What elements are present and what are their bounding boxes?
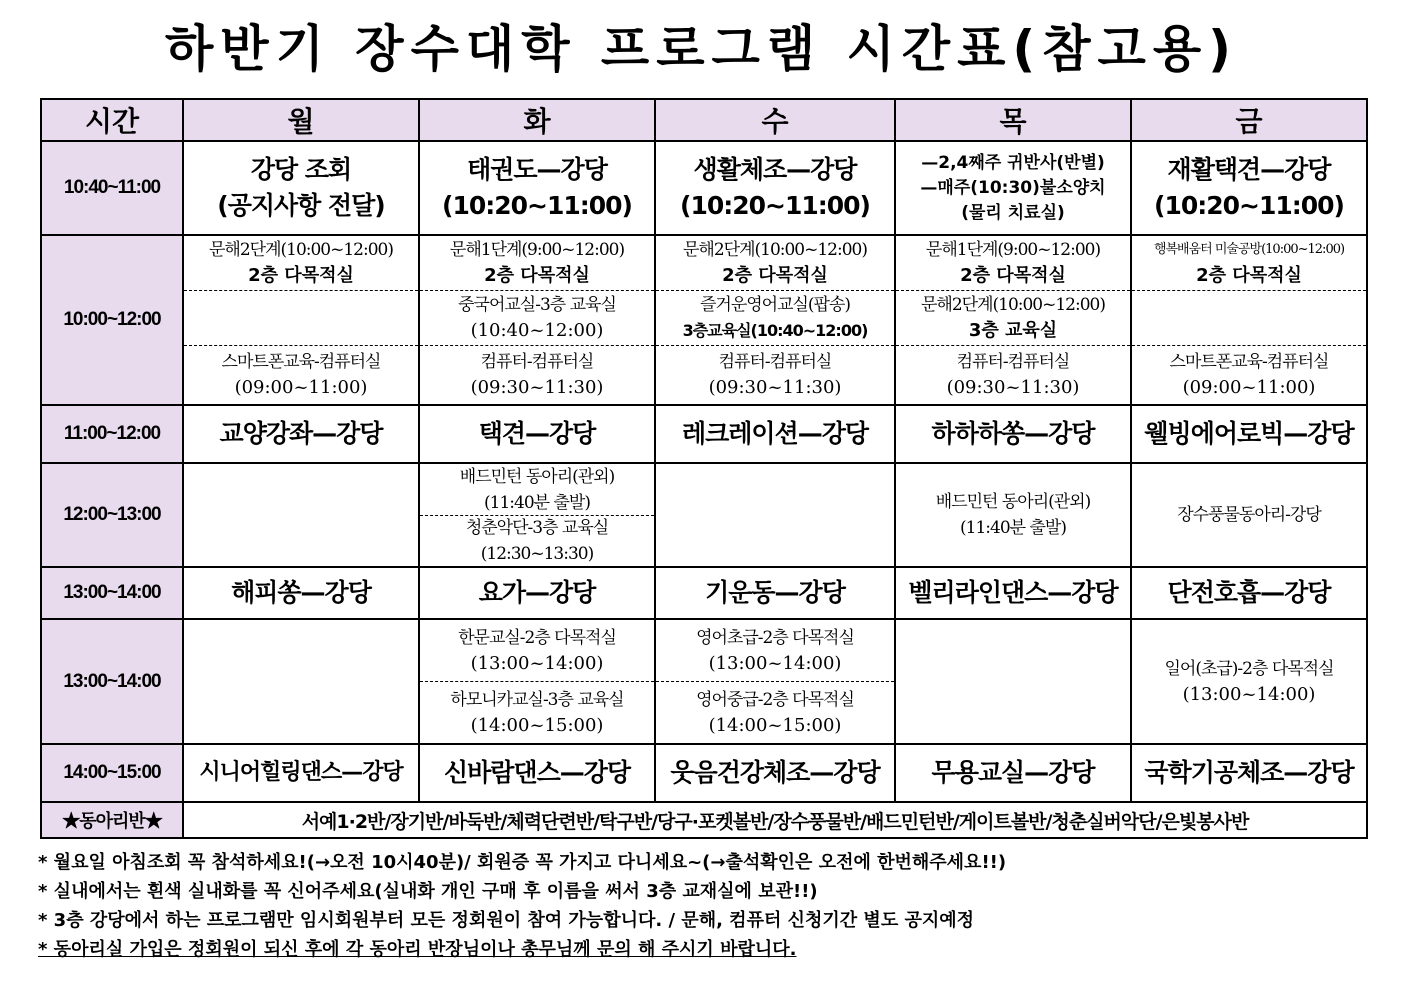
cell-line: 3층 교육실	[968, 320, 1058, 341]
table-row	[41, 235, 1367, 405]
header-row	[41, 99, 1367, 141]
cell-line: 택견—강당	[478, 419, 596, 448]
cell-line: (10:20~11:00)	[442, 191, 632, 220]
schedule-cell	[419, 235, 655, 405]
sub-slot	[896, 236, 1130, 290]
cell-line: (12:30~13:30)	[480, 543, 594, 564]
sub-slot	[656, 345, 894, 404]
cell-line: (13:00~14:00)	[470, 652, 604, 674]
time-cell: 14:00~15:00	[41, 744, 183, 802]
schedule-cell	[183, 405, 419, 463]
notes	[38, 848, 1378, 964]
header-time: 시간	[41, 99, 183, 141]
cell-line: (11:40분 출발)	[484, 492, 590, 513]
header-day-thu: 목	[895, 99, 1131, 141]
schedule-cell	[655, 405, 895, 463]
cell-line: 요가—강당	[478, 578, 596, 607]
cell-line: (09:00~11:00)	[1182, 377, 1316, 398]
cell-line: 영어초급-2층 다목적실	[696, 627, 854, 648]
cell-line: 단전호흡—강당	[1167, 578, 1331, 607]
cell-line: 웰빙에어로빅—강당	[1144, 419, 1354, 448]
cell-line: 신바람댄스—강당	[443, 758, 631, 787]
schedule-cell	[895, 567, 1131, 619]
cell-line: 3층교육실(10:40~12:00)	[682, 321, 868, 340]
cell-line: 문해1단계(9:00~12:00)	[449, 240, 625, 260]
cell-line: 시니어힐링댄스—강당	[199, 760, 403, 785]
schedule-cell	[183, 619, 419, 744]
time-cell: 10:00~12:00	[41, 235, 183, 405]
cell-line: 중국어교실-3층 교육실	[458, 295, 616, 315]
schedule-cell	[655, 235, 895, 405]
cell-line: 기운동—강당	[705, 578, 845, 607]
cell-line: 컴퓨터-컴퓨터실	[956, 352, 1070, 372]
schedule-cell	[895, 235, 1131, 405]
time-cell: 13:00~14:00	[41, 567, 183, 619]
schedule-cell	[895, 405, 1131, 463]
cell-line: (13:00~14:00)	[708, 652, 842, 674]
header-day-fri: 금	[1131, 99, 1367, 141]
sub-slot	[420, 290, 654, 345]
cell-line: 2층 다목적실	[960, 265, 1066, 286]
cell-line: 레크레이션—강당	[681, 419, 869, 448]
header-day-mon: 월	[183, 99, 419, 141]
cell-line: 교양강좌—강당	[219, 419, 383, 448]
cell-line: (11:40분 출발)	[960, 518, 1066, 538]
cell-line: 청춘악단-3층 교육실	[465, 517, 609, 538]
cell-line: (14:00~15:00)	[708, 714, 842, 736]
time-cell: 10:40~11:00	[41, 141, 183, 235]
table-row	[41, 141, 1367, 235]
table-row	[41, 619, 1367, 744]
cell-line: —2,4째주 귀반사(반별)	[921, 152, 1105, 173]
schedule-table	[40, 98, 1368, 839]
table-row	[41, 463, 1367, 567]
cell-line: 스마트폰교육-컴퓨터실	[221, 352, 381, 372]
note-item: * 실내에서는 흰색 실내화를 꼭 신어주세요(실내화 개인 구매 후 이름을 써서 3층 교재실에 보관!!)	[38, 881, 818, 902]
sub-slot	[420, 620, 654, 681]
schedule-cell	[183, 235, 419, 405]
note-item: * 3층 강당에서 하는 프로그램만 임시회원부터 모든 정회원이 참여 가능합니다. / 문해, 컴퓨터 신청기간 별도 공지예정	[38, 910, 975, 931]
sub-slot	[420, 345, 654, 404]
sub-slot	[420, 236, 654, 290]
schedule-cell	[895, 463, 1131, 567]
cell-line: 컴퓨터-컴퓨터실	[480, 352, 594, 372]
cell-line: 국학기공체조—강당	[1144, 758, 1354, 787]
cell-line: (물리 치료실)	[961, 202, 1065, 223]
cell-line: (공지사항 전달)	[217, 191, 385, 220]
cell-line: 컴퓨터-컴퓨터실	[718, 352, 832, 372]
sub-slot	[656, 290, 894, 345]
schedule-cell	[419, 141, 655, 235]
schedule-cell	[1131, 619, 1367, 744]
cell-line: 하하하쏭—강당	[931, 419, 1095, 448]
table-row	[41, 744, 1367, 802]
cell-line: (09:30~11:30)	[708, 377, 842, 398]
schedule-cell	[1131, 405, 1367, 463]
cell-line: 웃음건강체조—강당	[670, 758, 880, 787]
schedule-cell	[419, 619, 655, 744]
schedule-cell	[655, 463, 895, 567]
schedule-cell	[419, 405, 655, 463]
cell-line: 즐거운영어교실(팝송)	[699, 295, 851, 315]
sub-slot	[896, 290, 1130, 345]
cell-line: 행복배움터 미술공방(10:00~12:00)	[1153, 242, 1345, 257]
sub-slot	[420, 515, 654, 566]
cell-line: (14:00~15:00)	[470, 714, 604, 736]
cell-line: 하모니카교실-3층 교육실	[450, 689, 624, 710]
sub-slot	[896, 345, 1130, 404]
cell-line: (09:00~11:00)	[234, 377, 368, 398]
sub-slot	[184, 290, 418, 345]
sub-slot	[656, 236, 894, 290]
time-cell: 13:00~14:00	[41, 619, 183, 744]
sub-slot	[184, 236, 418, 290]
sub-slot	[1132, 236, 1366, 290]
schedule-cell	[1131, 744, 1367, 802]
schedule-cell	[1131, 567, 1367, 619]
cell-line: 벨리라인댄스—강당	[908, 578, 1118, 607]
clubs-list	[183, 802, 1367, 838]
schedule-cell	[1131, 463, 1367, 567]
cell-line: 문해2단계(10:00~12:00)	[209, 240, 393, 260]
header-day-wed: 수	[655, 99, 895, 141]
sub-slot	[1132, 345, 1366, 404]
schedule-cell	[183, 744, 419, 802]
schedule-cell	[655, 141, 895, 235]
cell-line: 무용교실—강당	[931, 758, 1095, 787]
page-title: 하반기 장수대학 프로그램 시간표(참고용)	[164, 20, 1239, 78]
cell-line: —매주(10:30)불소양치	[920, 177, 1106, 198]
clubs-text: 서예1·2반/장기반/바둑반/체력단련반/탁구반/당구·포켓볼반/장수풍물반/배드민턴반/게이트볼반/청춘실버악단/은빛봉사반	[301, 810, 1249, 833]
sub-slot	[420, 681, 654, 743]
cell-line: 해피쏭—강당	[231, 578, 371, 607]
cell-line: 배드민턴 동아리(관외)	[459, 466, 615, 487]
cell-line: 장수풍물동아리-강당	[1177, 505, 1321, 525]
schedule-cell	[895, 619, 1131, 744]
schedule-cell	[655, 567, 895, 619]
cell-line: (10:40~12:00)	[470, 320, 604, 341]
schedule-cell	[419, 463, 655, 567]
schedule-cell	[419, 744, 655, 802]
schedule-cell	[655, 744, 895, 802]
cell-line: 영어중급-2층 다목적실	[696, 689, 854, 710]
cell-line: 문해2단계(10:00~12:00)	[921, 295, 1105, 315]
cell-line: (09:30~11:30)	[946, 377, 1080, 398]
note-item: * 동아리실 가입은 정회원이 되신 후에 각 동아리 반장님이나 총무님께 문의 해 주시기 바랍니다.	[38, 939, 797, 960]
sub-slot	[184, 345, 418, 404]
cell-line: 한문교실-2층 다목적실	[458, 627, 616, 648]
cell-line: 배드민턴 동아리(관외)	[935, 492, 1091, 512]
schedule-cell	[655, 619, 895, 744]
note-item: * 월요일 아침조회 꼭 참석하세요!(→오전 10시40분)/ 회원증 꼭 가지고 다니세요~(→출석확인은 오전에 한번해주세요!!)	[38, 852, 1007, 873]
sub-slot	[656, 681, 894, 743]
cell-line: 2층 다목적실	[484, 265, 590, 286]
schedule-cell	[183, 141, 419, 235]
clubs-label: ★동아리반★	[41, 802, 183, 838]
time-cell: 12:00~13:00	[41, 463, 183, 567]
cell-line: 2층 다목적실	[722, 265, 828, 286]
cell-line: 일어(초급)-2층 다목적실	[1164, 658, 1334, 679]
cell-line: 문해1단계(9:00~12:00)	[925, 240, 1101, 260]
schedule-cell	[183, 567, 419, 619]
cell-line: (10:20~11:00)	[680, 191, 870, 220]
cell-line: (09:30~11:30)	[470, 377, 604, 398]
sub-slot	[1132, 290, 1366, 345]
cell-line: 2층 다목적실	[248, 265, 354, 286]
schedule-cell	[1131, 141, 1367, 235]
cell-line: 문해2단계(10:00~12:00)	[683, 240, 867, 260]
cell-line: 태권도—강당	[467, 155, 607, 184]
time-cell: 11:00~12:00	[41, 405, 183, 463]
cell-line: (10:20~11:00)	[1154, 191, 1344, 220]
cell-line: (13:00~14:00)	[1182, 683, 1316, 705]
sub-slot	[656, 620, 894, 681]
cell-line: 2층 다목적실	[1196, 265, 1302, 286]
schedule-cell	[1131, 235, 1367, 405]
cell-line: 생활체조—강당	[693, 155, 857, 184]
cell-line: 강당 조회	[250, 155, 352, 184]
clubs-row	[41, 802, 1367, 838]
table-row	[41, 405, 1367, 463]
cell-line: 재활택견—강당	[1167, 155, 1331, 184]
header-day-tue: 화	[419, 99, 655, 141]
schedule-cell	[895, 744, 1131, 802]
schedule-cell	[895, 141, 1131, 235]
schedule-cell	[419, 567, 655, 619]
sub-slot	[420, 465, 654, 515]
cell-line: 스마트폰교육-컴퓨터실	[1169, 352, 1329, 372]
schedule-cell	[183, 463, 419, 567]
table-row	[41, 567, 1367, 619]
